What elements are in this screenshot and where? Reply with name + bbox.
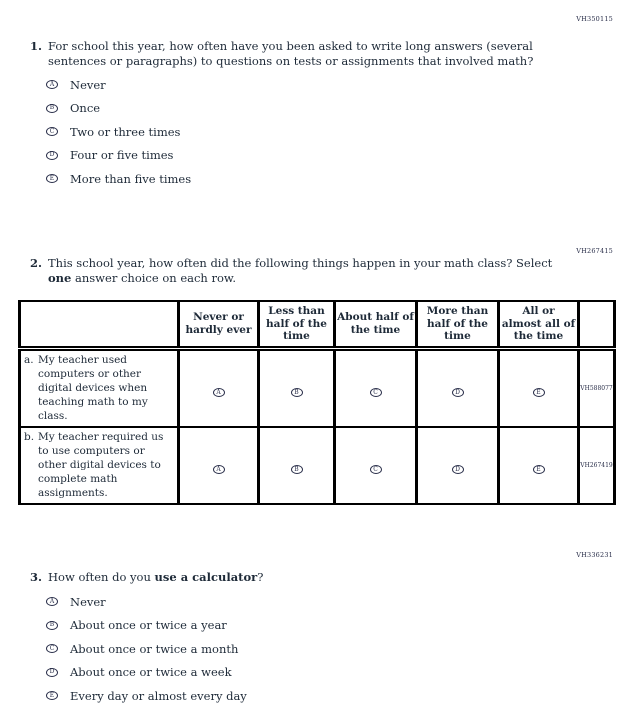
question-2-number: 2. bbox=[30, 256, 43, 270]
option-label: Once bbox=[70, 101, 101, 116]
q1-option-four-or-five[interactable] bbox=[46, 144, 191, 168]
question-3-number: 3. bbox=[30, 570, 43, 584]
answer-bubble-c-icon[interactable]: C bbox=[370, 465, 382, 474]
question-1-number: 1. bbox=[30, 39, 43, 53]
q3-option-every-day[interactable] bbox=[46, 684, 247, 708]
q3-option-once-twice-year[interactable] bbox=[46, 614, 247, 638]
question-2-text-before: This school year, how often did the following things happen in your math class? Select bbox=[48, 256, 553, 270]
matrix-header-code-empty bbox=[579, 301, 615, 348]
answer-bubble-d-icon[interactable]: D bbox=[46, 668, 58, 677]
row-a-prefix: a. bbox=[24, 353, 34, 366]
row-b-cell-all[interactable] bbox=[499, 427, 579, 504]
row-b-cell-about-half[interactable] bbox=[335, 427, 417, 504]
option-label: Every day or almost every day bbox=[70, 688, 247, 703]
question-1-text-body: For school this year, how often have you been asked to write long answers (several sentences or paragraphs) to questions on tests or assignments that involved math? bbox=[48, 39, 534, 68]
option-label: Two or three times bbox=[70, 124, 181, 139]
q1-option-more-than-five[interactable] bbox=[46, 167, 191, 191]
answer-bubble-b-icon[interactable]: B bbox=[291, 388, 303, 397]
answer-bubble-b-icon[interactable]: B bbox=[291, 465, 303, 474]
answer-bubble-b-icon[interactable]: B bbox=[46, 621, 58, 630]
row-b-cell-never[interactable] bbox=[179, 427, 259, 504]
question-3-text-bold: use a calculator bbox=[154, 570, 258, 584]
row-a-stem bbox=[20, 348, 179, 427]
option-label: Never bbox=[70, 77, 106, 92]
matrix-header-less-than-half: Less than half of the time bbox=[259, 301, 335, 348]
row-a-cell-never[interactable] bbox=[179, 348, 259, 427]
row-b-code: VH267419 bbox=[579, 427, 615, 504]
question-1-text bbox=[48, 39, 570, 68]
question-1 bbox=[30, 39, 575, 68]
question-2 bbox=[30, 256, 575, 285]
question-3 bbox=[30, 570, 575, 585]
row-a-code: VH588077 bbox=[579, 348, 615, 427]
row-a-cell-less-than-half[interactable] bbox=[259, 348, 335, 427]
answer-bubble-e-icon[interactable]: E bbox=[46, 691, 58, 700]
answer-bubble-d-icon[interactable]: D bbox=[46, 151, 58, 160]
question-2-text-bold: one bbox=[48, 270, 72, 285]
answer-bubble-e-icon[interactable]: E bbox=[533, 465, 545, 474]
matrix-header-never: Never or hardly ever bbox=[179, 301, 259, 348]
answer-bubble-a-icon[interactable]: A bbox=[46, 597, 58, 606]
q1-option-once[interactable] bbox=[46, 97, 191, 121]
question-2-code: VH267415 bbox=[576, 247, 613, 255]
question-1-options bbox=[46, 73, 191, 191]
question-3-text-before: How often do you bbox=[48, 570, 155, 584]
option-label: Never bbox=[70, 594, 106, 609]
question-2-text bbox=[48, 256, 570, 285]
row-a-cell-all[interactable] bbox=[499, 348, 579, 427]
table-row bbox=[20, 348, 615, 427]
answer-bubble-d-icon[interactable]: D bbox=[452, 388, 464, 397]
row-b-stem bbox=[20, 427, 179, 504]
answer-bubble-e-icon[interactable]: E bbox=[46, 174, 58, 183]
question-3-options bbox=[46, 590, 247, 708]
answer-bubble-a-icon[interactable]: A bbox=[213, 388, 225, 397]
answer-bubble-d-icon[interactable]: D bbox=[452, 465, 464, 474]
option-label: More than five times bbox=[70, 171, 192, 186]
matrix-header-empty bbox=[20, 301, 179, 348]
row-a-cell-about-half[interactable] bbox=[335, 348, 417, 427]
answer-bubble-e-icon[interactable]: E bbox=[533, 388, 545, 397]
answer-bubble-c-icon[interactable]: C bbox=[370, 388, 382, 397]
answer-bubble-a-icon[interactable]: A bbox=[213, 465, 225, 474]
row-a-cell-more-than-half[interactable] bbox=[417, 348, 499, 427]
q3-option-once-twice-month[interactable] bbox=[46, 637, 247, 661]
q3-option-once-twice-week[interactable] bbox=[46, 661, 247, 685]
question-1-code: VH350115 bbox=[576, 15, 613, 23]
option-label: Four or five times bbox=[70, 148, 174, 163]
table-row bbox=[20, 427, 615, 504]
row-b-prefix: b. bbox=[24, 430, 35, 443]
matrix-header-about-half: About half of the time bbox=[335, 301, 417, 348]
matrix-header-more-than-half: More than half of the time bbox=[417, 301, 499, 348]
row-b-text: My teacher required us to use computers or other digital devices to complete math assignments. bbox=[38, 430, 164, 500]
option-label: About once or twice a week bbox=[70, 665, 232, 680]
answer-bubble-a-icon[interactable]: A bbox=[46, 80, 58, 89]
q3-option-never[interactable] bbox=[46, 590, 247, 614]
answer-bubble-c-icon[interactable]: C bbox=[46, 644, 58, 653]
row-b-cell-less-than-half[interactable] bbox=[259, 427, 335, 504]
row-b-cell-more-than-half[interactable] bbox=[417, 427, 499, 504]
q1-option-never[interactable] bbox=[46, 73, 191, 97]
question-3-text bbox=[48, 570, 570, 585]
row-a-text: My teacher used computers or other digital devices when teaching math to my class. bbox=[38, 353, 148, 423]
option-label: About once or twice a year bbox=[70, 618, 227, 633]
answer-bubble-b-icon[interactable]: B bbox=[46, 104, 58, 113]
matrix-header-all: All or almost all of the time bbox=[499, 301, 579, 348]
question-2-text-after: answer choice on each row. bbox=[71, 270, 237, 285]
q1-option-two-or-three[interactable] bbox=[46, 120, 191, 144]
question-3-text-after: ? bbox=[257, 570, 264, 584]
answer-bubble-c-icon[interactable]: C bbox=[46, 127, 58, 136]
q2-answer-matrix bbox=[18, 300, 616, 505]
question-3-code: VH336231 bbox=[576, 551, 613, 559]
option-label: About once or twice a month bbox=[70, 641, 239, 656]
matrix-header-row bbox=[20, 301, 615, 348]
